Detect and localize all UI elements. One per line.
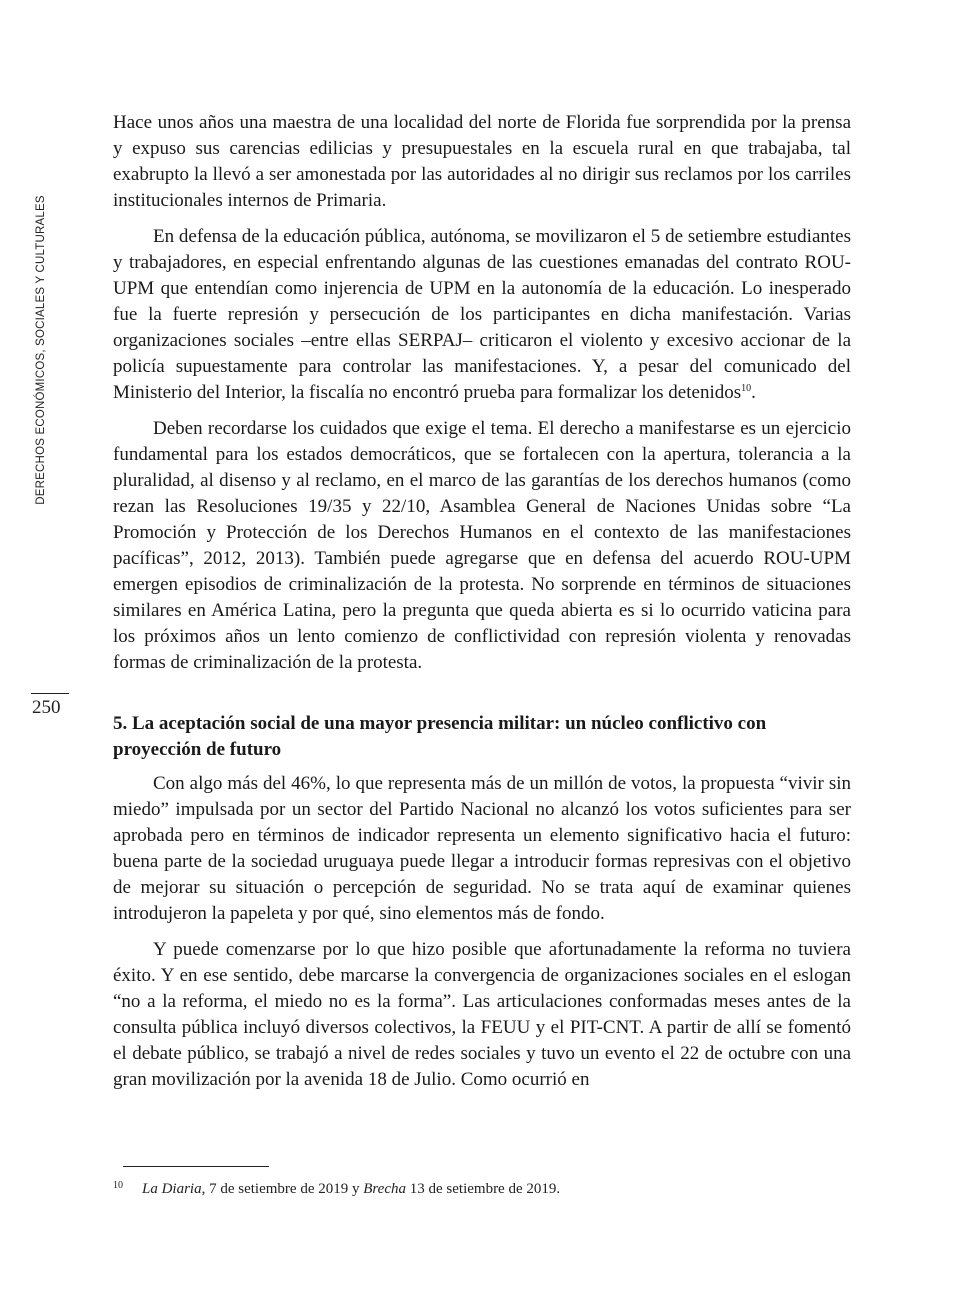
paragraph-2-text: En defensa de la educación pública, autónoma, se movilizaron el 5 de setiembre estudiantes y trabajadores, en especial enfrentando algunas de las cuestiones emanadas del contrato ROU-UPM que entendían como injerencia de UPM en la autonomía de la educación. Lo inesperado fue la fuerte represión y persecución de los participantes en dicha manifestación. Varias organizaciones sociales –entre ellas SERPAJ– criticaron el violento y excesivo accionar de la policía supuestamente para controlar las manifestaciones. Y, a pesar del comunicado del Ministerio del Interior, la fiscalía no encontró prueba para formalizar los detenidos: [113, 226, 851, 403]
side-title-text: DERECHOS ECONÓMICOS, SOCIALES Y CULTURALES: [35, 195, 47, 505]
body-text: [113, 110, 851, 1103]
page-number-rule: [31, 693, 69, 694]
running-header-vertical: [30, 188, 52, 512]
paragraph-2-end: .: [751, 382, 756, 403]
paragraph-3: Deben recordarse los cuidados que exige el tema. El derecho a manifestarse es un ejercicio fundamental para los estados democráticos, que se fortalecen con la apertura, tolerancia a la pluralidad, al disenso y al reclamo, en el marco de las garantías de los derechos humanos (como rezan las Resoluciones 19/35 y 22/10, Asamblea General de Naciones Unidas sobre “La Promoción y Protección de los Derechos Humanos en el contexto de las manifestaciones pacíficas”, 2012, 2013). También puede agregarse que en defensa del acuerdo ROU-UPM emergen episodios de criminalización de la protesta. No sorprende en términos de situaciones similares en América Latina, pero la pregunta que queda abierta es si lo ocurrido vaticina para los próximos años un lento comienzo de conflictividad con represión violenta y renovadas formas de criminalización de la protesta.: [113, 418, 851, 673]
footnote-number: 10: [113, 1180, 123, 1191]
footnote-text-1: , 7 de setiembre de 2019 y: [201, 1181, 364, 1197]
footnote: [113, 1176, 851, 1199]
footnote-text-2: 13 de setiembre de 2019.: [406, 1181, 561, 1197]
footnote-rule: [123, 1166, 269, 1167]
footnote-source-2: Brecha: [363, 1181, 406, 1197]
footnote-source-1: La Diaria: [142, 1181, 202, 1197]
section-heading: 5. La aceptación social de una mayor presencia militar: un núcleo conflictivo con proyección de futuro: [113, 713, 767, 760]
footnote-reference[interactable]: 10: [741, 383, 752, 394]
page-number: 250: [32, 697, 61, 718]
paragraph-4: Con algo más del 46%, lo que representa más de un millón de votos, la propuesta “vivir sin miedo” impulsada por un sector del Partido Nacional no alcanzó los votos suficientes para ser aprobada pero en términos de indicador representa un elemento significativo hacia el futuro: buena parte de la sociedad uruguaya puede llegar a introducir formas represivas con el objetivo de mejorar su situación o percepción de seguridad. No se trata aquí de examinar quienes introdujeron la papeleta y por qué, sino elementos más de fondo.: [113, 773, 851, 924]
paragraph-5: Y puede comenzarse por lo que hizo posible que afortunadamente la reforma no tuviera éxito. Y en ese sentido, debe marcarse la convergencia de organizaciones sociales en el eslogan “no a la reforma, el miedo no es la forma”. Las articulaciones conformadas meses antes de la consulta pública incluyó diversos colectivos, la FEUU y el PIT-CNT. A partir de allí se fomentó el debate público, se trabajó a nivel de redes sociales y tuvo un evento el 22 de octubre con una gran movilización por la avenida 18 de Julio. Como ocurrió en: [113, 939, 851, 1090]
paragraph-1: Hace unos años una maestra de una localidad del norte de Florida fue sorprendida por la prensa y expuso sus carencias edilicias y presupuestales en la escuela rural en que trabajaba, tal exabrupto la llevó a ser amonestada por las autoridades al no dirigir sus reclamos por los carriles institucionales internos de Primaria.: [113, 112, 851, 211]
paragraph-2: [113, 224, 851, 406]
